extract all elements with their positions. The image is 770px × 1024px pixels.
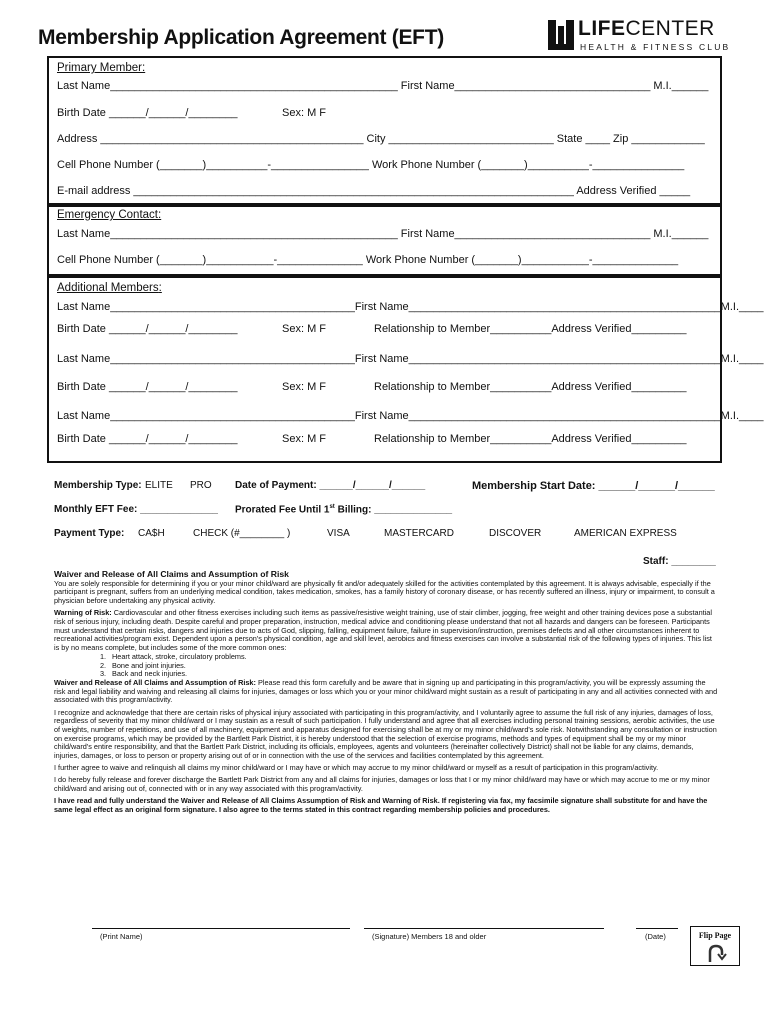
member3-relation[interactable]: Relationship to Member__________Address Verified_________: [374, 433, 687, 445]
form-title: Membership Application Agreement (EFT): [38, 26, 444, 49]
membership-type-pro[interactable]: PRO: [190, 480, 212, 491]
member3-name-row[interactable]: Last Name________________________________________First Name___________________________________________________M.I.____: [57, 410, 764, 422]
member3-sex[interactable]: Sex: M F: [282, 433, 327, 445]
emergency-contact-section: [47, 205, 722, 276]
date-line[interactable]: [636, 928, 678, 929]
membership-type-elite[interactable]: ELITE: [145, 480, 173, 491]
waiver-heading: Waiver and Release of All Claims and Assumption of Risk: [54, 569, 289, 579]
primary-email-row[interactable]: E-mail address ________________________________________________________________________ Address Verified _____: [57, 185, 691, 197]
member1-name-row[interactable]: Last Name________________________________________First Name___________________________________________________M.I.____: [57, 301, 764, 313]
additional-members-section: [47, 276, 764, 463]
monthly-eft-fee-field[interactable]: Monthly EFT Fee: ______________: [54, 504, 218, 515]
payment-visa-option[interactable]: VISA: [327, 528, 350, 539]
member2-sex[interactable]: Sex: M F: [282, 381, 327, 393]
print-name-line[interactable]: [92, 928, 350, 929]
prorated-fee-field[interactable]: Prorated Fee Until 1st Billing: ______________: [235, 504, 453, 516]
member3-birth-date[interactable]: Birth Date ______/______/________: [57, 433, 238, 445]
payment-check-option[interactable]: CHECK (#________ ): [193, 528, 291, 539]
injury-list: [100, 653, 718, 679]
flip-page-button[interactable]: [690, 926, 740, 966]
emergency-contact-heading: Emergency Contact:: [57, 209, 162, 221]
primary-name-row[interactable]: Last Name_______________________________________________ First Name________________________________ M.I.______: [57, 80, 709, 92]
emergency-phone-row[interactable]: Cell Phone Number (_______)___________-______________ Work Phone Number (_______)___________-______________: [57, 254, 679, 266]
membership-type-label: Membership Type:: [54, 480, 142, 491]
waiver-text: [54, 570, 718, 818]
signature-line[interactable]: [364, 928, 604, 929]
additional-members-heading: Additional Members:: [57, 282, 162, 294]
logo-wordmark: LIFECENTER: [578, 17, 715, 40]
primary-address-row[interactable]: Address ___________________________________________ City ___________________________ State ____ Zip ____________: [57, 133, 705, 145]
date-label: (Date): [645, 932, 666, 941]
membership-start-date-field[interactable]: Membership Start Date: ______/______/______: [472, 480, 715, 492]
list-item: 1. Heart attack, stroke, circulatory problems.: [100, 651, 247, 661]
waiver-paragraph-4: I recognize and acknowledge that there are certain risks of physical injury associated with participating in this program/activity, and I voluntarily agree to assume the full risk of any injuries, damages of loss, regardless of severity that my minor child/ward or I may sustain as a result of such participation. I fully understand and agree that all exercises including personal training sessions, aerobic activities, the use of weights, number of repetitions, and use of all machinery, equipment and apparatus designed for exercising shall be at my or my minor child/ward's sole risk. Notwithstanding any consultation or instruction on exercise programs, which may be provided by the Bartlett Park District, it is hereby understood that the selection of exercise programs, methods and types of equipment shall be my or my minor child/ward's entire responsibility, and that the Bartlett Park District, including its officials, employees, agents and volunteers (hereinafter collectively District) shall not be liable for any claims, demands, injuries, damages, or loss to person or property arising out of or in connection with the use of the services and facilities contemplated by this agreement.: [54, 707, 717, 761]
print-name-label: (Print Name): [100, 932, 143, 941]
primary-birth-date[interactable]: Birth Date ______/______/________: [57, 107, 238, 119]
member1-birth-date[interactable]: Birth Date ______/______/________: [57, 323, 238, 335]
payment-amex-option[interactable]: AMERICAN EXPRESS: [574, 528, 677, 539]
date-of-payment-field[interactable]: Date of Payment: ______/______/______: [235, 480, 426, 491]
payment-cash-option[interactable]: CA$H: [138, 528, 165, 539]
member1-relation[interactable]: Relationship to Member__________Address Verified_________: [374, 323, 687, 335]
flip-arrow-icon: [704, 943, 728, 963]
primary-phone-row[interactable]: Cell Phone Number (_______)__________-________________ Work Phone Number (_______)__________-_______________: [57, 159, 685, 171]
waiver-paragraph-6: I do hereby fully release and forever discharge the Bartlett Park District from any and all claims for injuries, damages or loss that I or my minor child/ward may have or which may accrue to me or my minor child/ward and arising out of, connected with or in any way associated with this program/activity.: [54, 775, 710, 794]
member2-birth-date[interactable]: Birth Date ______/______/________: [57, 381, 238, 393]
waiver-paragraph-5: I further agree to waive and relinquish all claims my minor child/ward or I may have or which may accrue to my minor child/ward or myself as a result of participation in this program/activity.: [54, 763, 659, 773]
waiver-release-paragraph: Waiver and Release of All Claims and Assumption of Risk: Please read this form carefully and be aware that in signing up and participating in this program/activity, you will be expressly assuming the risk and legal liability and waiving and releasing all claims for injuries, damages or loss which you or your minor child/ward might sustain as a result of participating in any and all activities connected with and associated with this program/activity.: [54, 677, 718, 705]
payment-type-label: Payment Type:: [54, 528, 125, 539]
primary-member-heading: Primary Member:: [57, 62, 146, 74]
list-item: 2. Bone and joint injuries.: [100, 660, 186, 670]
flip-page-label: Flip Page: [698, 931, 732, 940]
signature-label: (Signature) Members 18 and older: [372, 932, 487, 941]
payment-discover-option[interactable]: DISCOVER: [489, 528, 542, 539]
emergency-name-row[interactable]: Last Name_______________________________________________ First Name________________________________ M.I.______: [57, 228, 709, 240]
waiver-paragraph-1: You are solely responsible for determining if you or your minor child/ward are physically fit and/or adequately skilled for the activities contemplated by this agreement. It is always advisable, especially if the participant is pregnant, suffers from an underlying medical condition, takes medication, smokes, has a family history of coronary disease, or has recently suffered an illness, injury or impairment, to consult a physician before undertaking any physical activity.: [54, 578, 715, 606]
primary-sex[interactable]: Sex: M F: [282, 107, 327, 119]
staff-field[interactable]: Staff: ________: [643, 556, 716, 567]
warning-of-risk-paragraph: Warning of Risk: Cardiovascular and other fitness exercises including such items as passive/resistive weight training, use of stair climber, jogging, free weight and other training devices pose a substantial risk of serious injury, including death. Despite careful and proper preparation, instruction, medical advice and conditioning please understand that not all hazards and dangers can be foreseen. Participants must understand that certain risks, dangers and injuries due to acts of God, slipping, falling, equipment failure, failure in supervision/instruction, premises defects and all other circumstances inherent to recreational activities/program exist. Dependent upon a person's physical condition, age and skill level, aerobics and fitness exercises can involve a substantial risk of the following types of injuries. This list is by no means complete, but includes some of the more common ones:: [54, 608, 712, 653]
list-item: 3. Back and neck injuries.: [100, 669, 188, 679]
payment-mastercard-option[interactable]: MASTERCARD: [384, 528, 455, 539]
waiver-final-paragraph: I have read and fully understand the Waiver and Release of All Claims Assumption of Risk and Warning of Risk. If registering via fax, my facsimile signature shall substitute for and have the same legal effect as an original form signature. I also agree to the terms stated in this contract regarding membership policies and procedures.: [54, 796, 708, 815]
logo-subtitle: HEALTH & FITNESS CLUB: [580, 42, 731, 52]
logo-mark-icon: [548, 20, 574, 50]
member1-sex[interactable]: Sex: M F: [282, 323, 327, 335]
primary-member-section: [47, 56, 722, 205]
lifecenter-logo: [548, 18, 730, 56]
member2-name-row[interactable]: Last Name________________________________________First Name___________________________________________________M.I.____: [57, 353, 764, 365]
member2-relation[interactable]: Relationship to Member__________Address Verified_________: [374, 381, 687, 393]
